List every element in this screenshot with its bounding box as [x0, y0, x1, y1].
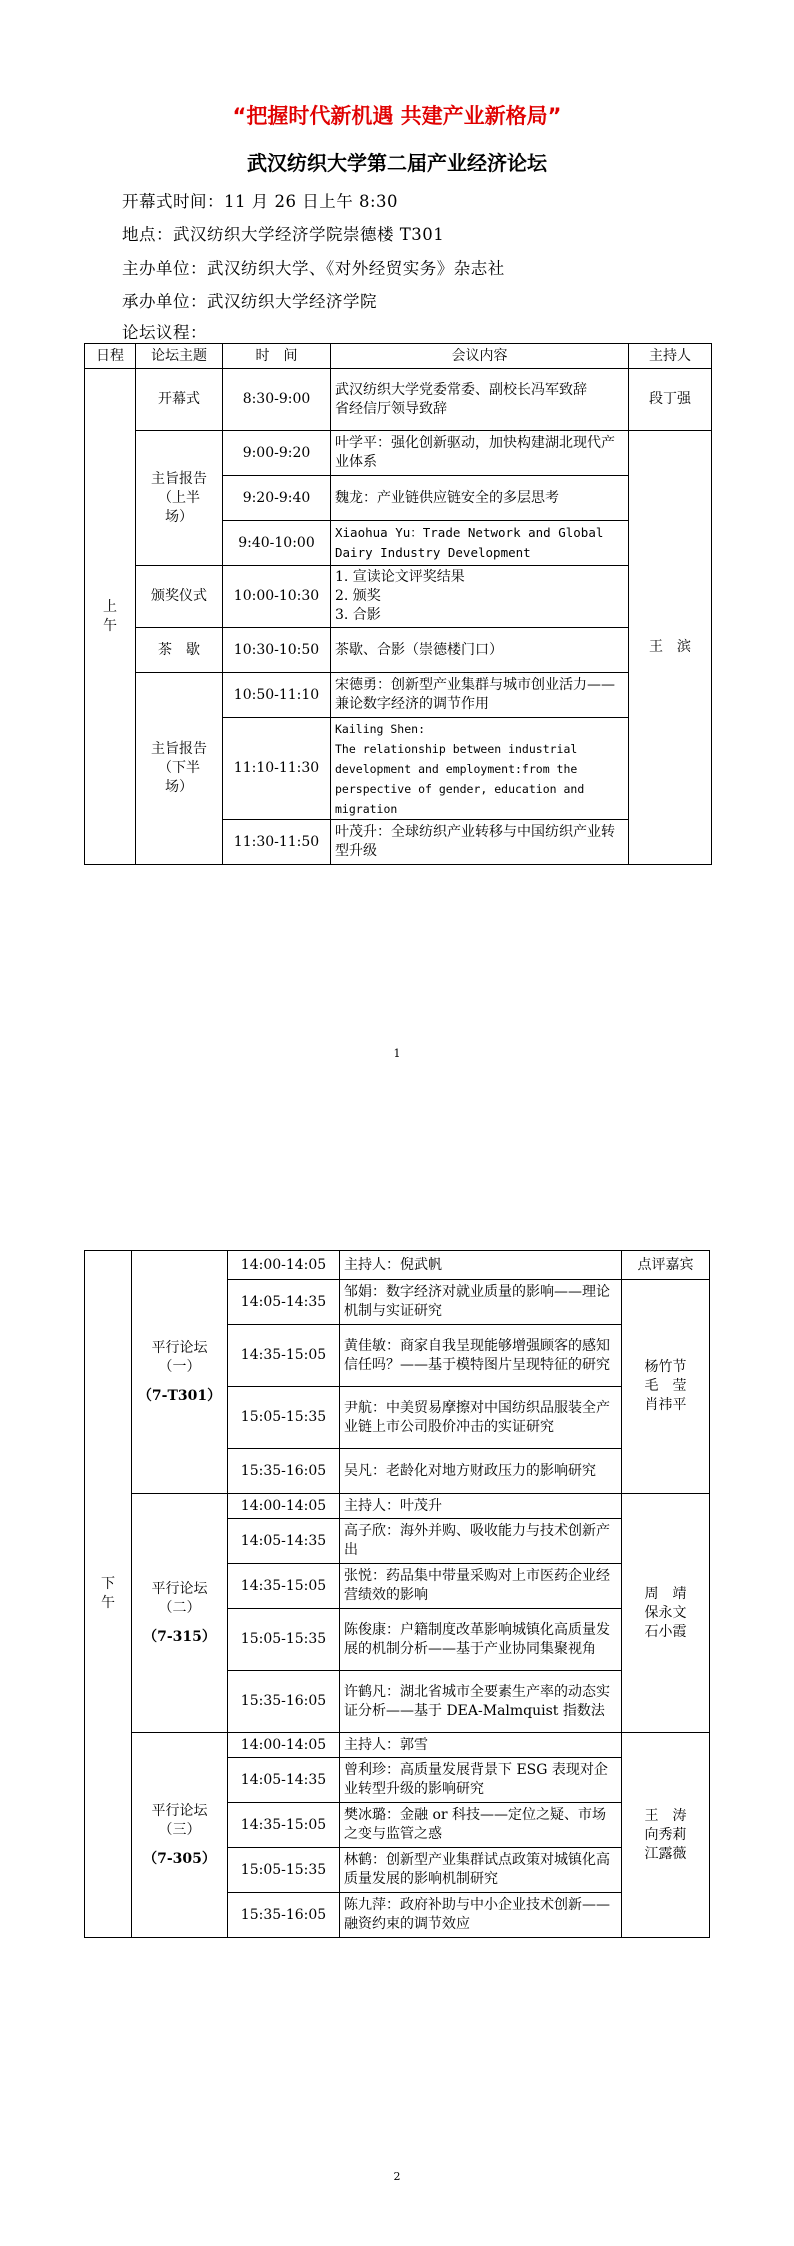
- time-cell: 9:20-9:40: [223, 476, 331, 521]
- header-host: 主持人: [629, 344, 712, 369]
- time-cell: 14:05-14:35: [228, 1280, 340, 1325]
- time-cell: 14:00-14:05: [228, 1494, 340, 1519]
- topic-cell: 主旨报告 （上半 场）: [136, 431, 223, 566]
- table-row: [85, 431, 712, 476]
- schedule-afternoon: 下 午: [85, 1251, 132, 1938]
- page-number: 2: [393, 2170, 401, 2183]
- session-name: 平行论坛 （一）: [151, 1339, 208, 1375]
- table-row: [85, 1494, 710, 1519]
- content-cell: 武汉纺织大学党委常委、副校长冯军致辞 省经信厅领导致辞: [331, 369, 629, 431]
- header-schedule: 日程: [85, 344, 136, 369]
- table-row: [85, 369, 712, 431]
- reviewers-cell: 杨竹节 毛 莹 肖祎平: [622, 1280, 710, 1494]
- time-cell: 14:35-15:05: [228, 1564, 340, 1609]
- afternoon-agenda-table: [84, 1250, 710, 1938]
- table-row: [85, 673, 712, 718]
- content-cell: 张悦：药品集中带量采购对上市医药企业经营绩效的影响: [340, 1564, 622, 1609]
- session-room: （7-315）: [143, 1628, 216, 1645]
- content-cell: 许鹤凡：湖北省城市全要素生产率的动态实证分析——基于 DEA-Malmquist 指数法: [340, 1671, 622, 1733]
- content-cell: 黄佳敏：商家自我呈现能够增强顾客的感知信任吗？——基于模特图片呈现特征的研究: [340, 1325, 622, 1387]
- session-name: 平行论坛 （二）: [151, 1580, 208, 1616]
- content-cell: Kailing Shen: The relationship between industrial development and employment:from the perspective of gender, education and migration: [331, 718, 629, 820]
- morning-agenda-table: [84, 343, 712, 865]
- time-cell: 9:40-10:00: [223, 521, 331, 566]
- reviewer-header: 点评嘉宾: [622, 1251, 710, 1280]
- topic-cell: 主旨报告 （下半 场）: [136, 673, 223, 865]
- time-cell: 10:50-11:10: [223, 673, 331, 718]
- time-cell: 15:35-16:05: [228, 1893, 340, 1938]
- time-cell: 10:30-10:50: [223, 628, 331, 673]
- content-cell: 曾利珍：高质量发展背景下 ESG 表现对企业转型升级的影响研究: [340, 1758, 622, 1803]
- time-cell: 8:30-9:00: [223, 369, 331, 431]
- session-room: （7-T301）: [137, 1387, 222, 1404]
- content-cell: 魏龙：产业链供应链安全的多层思考: [331, 476, 629, 521]
- host-cell: 段丁强: [629, 369, 712, 431]
- time-cell: 15:05-15:35: [228, 1387, 340, 1449]
- content-cell: 林鹤：创新型产业集群试点政策对城镇化高质量发展的影响机制研究: [340, 1848, 622, 1893]
- time-cell: 11:10-11:30: [223, 718, 331, 820]
- topic-cell: 开幕式: [136, 369, 223, 431]
- reviewers-cell: 周 靖 保永文 石小霞: [622, 1494, 710, 1733]
- time-cell: 15:05-15:35: [228, 1609, 340, 1671]
- time-cell: 14:00-14:05: [228, 1251, 340, 1280]
- schedule-morning: 上 午: [85, 369, 136, 865]
- organizer-unit: 承办单位：武汉纺织大学经济学院: [122, 292, 377, 311]
- topic-cell: 颁奖仪式: [136, 566, 223, 628]
- content-cell: 高子欣：海外并购、吸收能力与技术创新产出: [340, 1519, 622, 1564]
- table-row: [85, 1251, 710, 1280]
- header-time: 时 间: [223, 344, 331, 369]
- content-cell: 樊冰璐：金融 or 科技——定位之疑、市场之变与监管之惑: [340, 1803, 622, 1848]
- agenda-label: 论坛议程：: [122, 323, 207, 342]
- table-row: [85, 1733, 710, 1758]
- time-cell: 14:05-14:35: [228, 1758, 340, 1803]
- time-cell: 15:35-16:05: [228, 1671, 340, 1733]
- reviewers-cell: 王 涛 向秀莉 江露薇: [622, 1733, 710, 1938]
- content-cell: 陈九萍：政府补助与中小企业技术创新——融资约束的调节效应: [340, 1893, 622, 1938]
- page-number: 1: [393, 1047, 401, 1060]
- time-cell: 10:00-10:30: [223, 566, 331, 628]
- table-row: [85, 566, 712, 628]
- time-cell: 14:35-15:05: [228, 1325, 340, 1387]
- time-cell: 14:35-15:05: [228, 1803, 340, 1848]
- content-cell: 主持人：倪武帆: [340, 1251, 622, 1280]
- content-cell: 陈俊康：户籍制度改革影响城镇化高质量发展的机制分析——基于产业协同集聚视角: [340, 1609, 622, 1671]
- content-cell: 宋德勇：创新型产业集群与城市创业活力——兼论数字经济的调节作用: [331, 673, 629, 718]
- table-header-row: [85, 344, 712, 369]
- opening-time: 开幕式时间：11 月 26 日上午 8:30: [122, 192, 399, 211]
- table-row: [85, 628, 712, 673]
- content-cell: 主持人：叶茂升: [340, 1494, 622, 1519]
- forum-title: 武汉纺织大学第二届产业经济论坛: [247, 151, 547, 175]
- host-units: 主办单位：武汉纺织大学、《对外经贸实务》杂志社: [122, 259, 505, 278]
- session-cell: [132, 1733, 228, 1938]
- session-cell: [132, 1494, 228, 1733]
- time-cell: 15:35-16:05: [228, 1449, 340, 1494]
- content-cell: 叶茂升：全球纺织产业转移与中国纺织产业转型升级: [331, 820, 629, 865]
- content-cell: 茶歇、合影（崇德楼门口）: [331, 628, 629, 673]
- page-2: [0, 1123, 794, 2246]
- time-cell: 14:05-14:35: [228, 1519, 340, 1564]
- session-cell: [132, 1251, 228, 1494]
- session-name: 平行论坛 （三）: [151, 1802, 208, 1838]
- content-cell: 主持人：郭雪: [340, 1733, 622, 1758]
- content-cell: 尹航：中美贸易摩擦对中国纺织品服装全产业链上市公司股价冲击的实证研究: [340, 1387, 622, 1449]
- time-cell: 9:00-9:20: [223, 431, 331, 476]
- session-room: （7-305）: [143, 1850, 216, 1867]
- location: 地点：武汉纺织大学经济学院崇德楼 T301: [122, 225, 445, 244]
- content-cell: 1. 宣读论文评奖结果 2. 颁奖 3. 合影: [331, 566, 629, 628]
- topic-cell: 茶 歇: [136, 628, 223, 673]
- content-cell: 吴凡：老龄化对地方财政压力的影响研究: [340, 1449, 622, 1494]
- header-content: 会议内容: [331, 344, 629, 369]
- content-cell: Xiaohua Yu：Trade Network and Global Dairy Industry Development: [331, 521, 629, 566]
- header-topic: 论坛主题: [136, 344, 223, 369]
- time-cell: 11:30-11:50: [223, 820, 331, 865]
- time-cell: 15:05-15:35: [228, 1848, 340, 1893]
- time-cell: 14:00-14:05: [228, 1733, 340, 1758]
- host-cell: 王 滨: [629, 431, 712, 865]
- content-cell: 叶学平：强化创新驱动，加快构建湖北现代产业体系: [331, 431, 629, 476]
- content-cell: 邹娟：数字经济对就业质量的影响——理论机制与实证研究: [340, 1280, 622, 1325]
- forum-slogan: “把握时代新机遇 共建产业新格局”: [232, 104, 562, 128]
